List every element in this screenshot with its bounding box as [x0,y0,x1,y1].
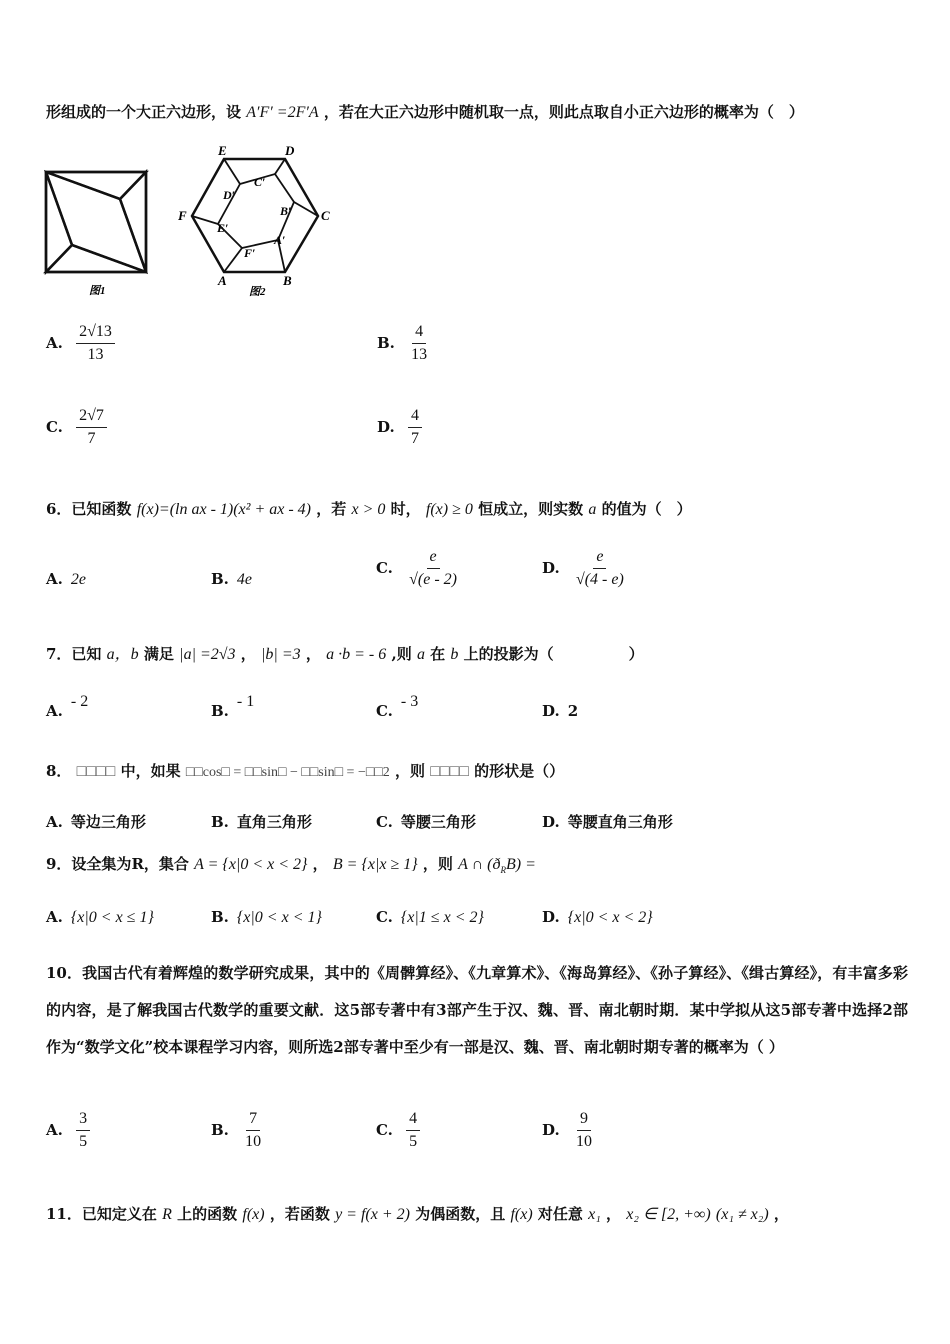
numerator: e [593,548,606,569]
option-label: C. [376,813,393,831]
fraction [408,407,422,448]
option-label: B. [211,702,229,720]
stem-text: 的形状是（） [474,762,565,780]
fraction [573,548,627,589]
stem-text-end: ，若在大正六边形中随机取一点，则此点取自小正六边形的概率为（ ） [323,103,804,121]
stem-text: 8． [46,762,72,780]
function-formula: f(x)=(ln ax - 1)(x² + ax - 4) [136,501,311,518]
q9-option-a[interactable] [46,908,154,927]
numerator: 2√7 [76,407,107,428]
numerator: 4 [408,407,422,428]
option-value: 等腰三角形 [400,813,476,831]
stem-text: 上的函数 [177,1205,238,1223]
q10-option-a[interactable] [46,1110,90,1151]
variable: b [450,646,459,663]
q6-option-b[interactable] [211,570,252,589]
connector [224,248,242,272]
stem-text: 形组成的一个大正六边形，设 [46,103,242,121]
q8-option-a[interactable] [46,811,146,832]
condition: |a| =2√3 [179,646,236,663]
option-label: A. [46,1120,63,1139]
fraction [76,323,115,364]
option-label: D. [542,813,560,831]
option-value: - 1 [236,693,255,710]
fraction [242,1110,264,1151]
question11-stem [46,1203,789,1224]
question7-stem [46,641,644,664]
q8-option-b[interactable] [211,811,312,832]
variable: a [588,501,597,518]
stem-text: 6．已知函数 [46,500,132,518]
question9-stem [46,853,536,875]
condition: |b| =3 [261,646,301,663]
stem-text: 上的投影为（ ） [463,645,644,663]
condition: f(x) ≥ 0 [425,501,473,518]
stem-text: 7．已知 [46,645,102,663]
stem-text: 的值为（ ） [601,500,692,518]
denominator: √(e - 2) [409,571,458,588]
denominator: 7 [410,430,419,447]
denominator: 13 [411,346,428,363]
separator: ， [606,1205,622,1223]
stem-text: 对任意 [537,1205,583,1223]
stem-text: 满足 [143,645,174,663]
stem-text: 在 [430,645,446,663]
variables: a，b [106,646,139,663]
option-value: 2 [567,702,579,720]
denominator: 13 [87,346,104,363]
fraction [573,1110,595,1151]
stem-text: 11．已知定义在 [46,1205,157,1223]
condition: (x₁ ≠ x₂) [715,1206,769,1223]
q5-option-a[interactable] [46,323,115,364]
expression-start: A ∩ (ð [458,856,501,873]
numerator: e [427,548,440,569]
set-a: A = {x|0 < x < 2} [194,856,308,873]
option-label: B. [211,908,229,926]
option-label: B. [377,333,395,352]
option-label: D. [542,702,560,720]
q9-option-c[interactable] [376,908,484,927]
fraction [406,548,460,589]
option-label: D. [542,1120,560,1139]
q7-option-a[interactable] [46,692,89,720]
stem-text: ，若函数 [269,1205,330,1223]
formula: □□cos□ = □□sin□ − □□sin□ = −□□2 [185,765,390,780]
option-label: C. [376,908,393,926]
stem-text: ，则 [422,855,453,873]
label-E-prime: E′ [217,221,229,235]
option-label: C. [376,1120,393,1139]
label-C: C [321,208,330,223]
q9-option-b[interactable] [211,908,322,927]
option-value: 4e [236,571,253,588]
q5-option-c[interactable] [46,407,107,448]
label-F-prime: F′ [244,246,256,260]
missing-glyph-placeholder: □□□□ [430,763,469,780]
label-A-prime: A′ [274,233,286,247]
fig2-caption: 图2 [249,286,266,298]
q6-option-c[interactable] [376,548,460,589]
option-label: B. [211,570,229,588]
option-label: C. [376,558,393,577]
option-label: C. [46,417,63,436]
stem-text: 恒成立，则实数 [478,500,584,518]
interval: x₂ ∈ [2, +∞) [626,1206,711,1223]
q9-option-d[interactable] [542,908,653,927]
label-D-prime: D′ [223,188,236,202]
condition: x > 0 [351,501,386,518]
stem-text: 为偶函数，且 [415,1205,506,1223]
option-value: - 2 [70,693,89,710]
separator: ， [240,645,256,663]
label-F: F [178,208,187,223]
q5-option-d[interactable] [377,407,422,448]
question5-stem [46,101,804,122]
option-label: C. [376,702,393,720]
option-value: {x|1 ≤ x < 2} [400,909,484,926]
q7-option-b[interactable] [211,692,255,720]
fraction [406,1110,420,1151]
option-label: D. [542,558,560,577]
option-label: A. [46,702,63,720]
triangle-bottom [46,245,146,272]
option-label: B. [211,1120,229,1139]
q6-option-a[interactable] [46,570,86,589]
denominator: 5 [79,1133,88,1150]
q10-option-c[interactable] [376,1110,420,1151]
denominator: 7 [87,430,96,447]
label-C-prime: C′ [254,175,266,189]
figure-1-square [40,165,155,300]
expression [458,856,536,876]
stem-text: 中，如果 [120,762,181,780]
option-value: 等边三角形 [70,813,146,831]
option-label: D. [377,417,395,436]
option-label: D. [542,908,560,926]
variable: x₁ [588,1206,601,1223]
connector [275,159,285,174]
numerator: 2√13 [76,323,115,344]
denominator: 10 [575,1133,592,1150]
option-label: A. [46,570,63,588]
option-label: B. [211,813,229,831]
set-b: B = {x|x ≥ 1} [332,856,418,873]
separator: ， [305,645,321,663]
q6-option-d[interactable] [542,548,627,589]
missing-glyph-placeholder: □□□□ [76,763,116,780]
label-A: A [218,273,227,288]
stem-text: 9．设全集为R，集合 [46,855,189,873]
stem-text: ，若 [316,500,347,518]
subscript: R [500,865,507,876]
fraction [76,407,107,448]
option-value: {x|0 < x < 2} [567,909,653,926]
stem-text: ,则 [391,645,412,663]
fig1-caption: 图1 [89,285,106,297]
numerator: 4 [406,1110,420,1131]
option-label: A. [46,333,63,352]
label-B: B [283,273,292,288]
variable: R [162,1206,172,1223]
numerator: 4 [412,323,426,344]
ratio-formula: A′F′ =2F′A [246,104,319,121]
expression-end: B) = [506,856,536,873]
numerator: 9 [577,1110,591,1131]
label-E: E [218,143,227,158]
function: f(x) [242,1206,265,1223]
stem-text: ，则 [394,762,425,780]
triangle-top [46,172,146,199]
q8-option-c[interactable] [376,811,476,832]
option-value: - 3 [400,693,419,710]
option-value: 2e [70,571,86,588]
option-value: {x|0 < x ≤ 1} [70,909,154,926]
variable: a [416,646,425,663]
option-label: A. [46,813,63,831]
label-D: D [285,143,295,158]
triangle-left [46,172,72,272]
option-value: 直角三角形 [236,813,312,831]
question10-stem: 10．我国古代有着辉煌的数学研究成果，其中的《周髀算经》、《九章算术》、《海岛算经》、《孙子算经》、《缉古算经》，有丰富多彩的内容，是了解我国古代数学的重要文献．这5部专著中有3部产生于汉、魏、晋、南北朝时期．某中学拟从这5部专著中选择2部作为“数学文化”校本课程学习内容，则所选2部专著中至少有一部是汉、魏、晋、南北朝时期专著的概率为（ ） [46,964,908,1056]
option-value: 等腰直角三角形 [567,813,673,831]
stem-text: ， [773,1205,789,1223]
function: f(x) [510,1206,533,1223]
fraction [76,1110,90,1151]
q7-option-c[interactable] [376,692,419,720]
question6-stem [46,498,692,519]
triangle-right [120,172,146,272]
question8-stem [46,760,564,781]
separator: ， [312,855,328,873]
condition: a ·b = - 6 [326,646,387,663]
denominator: 5 [409,1133,418,1150]
label-B-prime: B′ [280,204,292,218]
connector [224,159,240,184]
function: y = f(x + 2) [335,1206,410,1223]
q10-option-d[interactable] [542,1110,595,1151]
stem-text: 时， [390,500,421,518]
option-value: {x|0 < x < 1} [236,909,322,926]
q7-option-d[interactable] [542,702,578,720]
figure-2-hexagon [170,140,340,300]
numerator: 7 [246,1110,260,1131]
denominator: √(4 - e) [575,571,624,588]
q10-option-b[interactable] [211,1110,264,1151]
q5-option-b[interactable] [377,323,430,364]
option-label: A. [46,908,63,926]
q8-option-d[interactable] [542,811,673,832]
fraction [408,323,430,364]
denominator: 10 [245,1133,262,1150]
numerator: 3 [76,1110,90,1131]
